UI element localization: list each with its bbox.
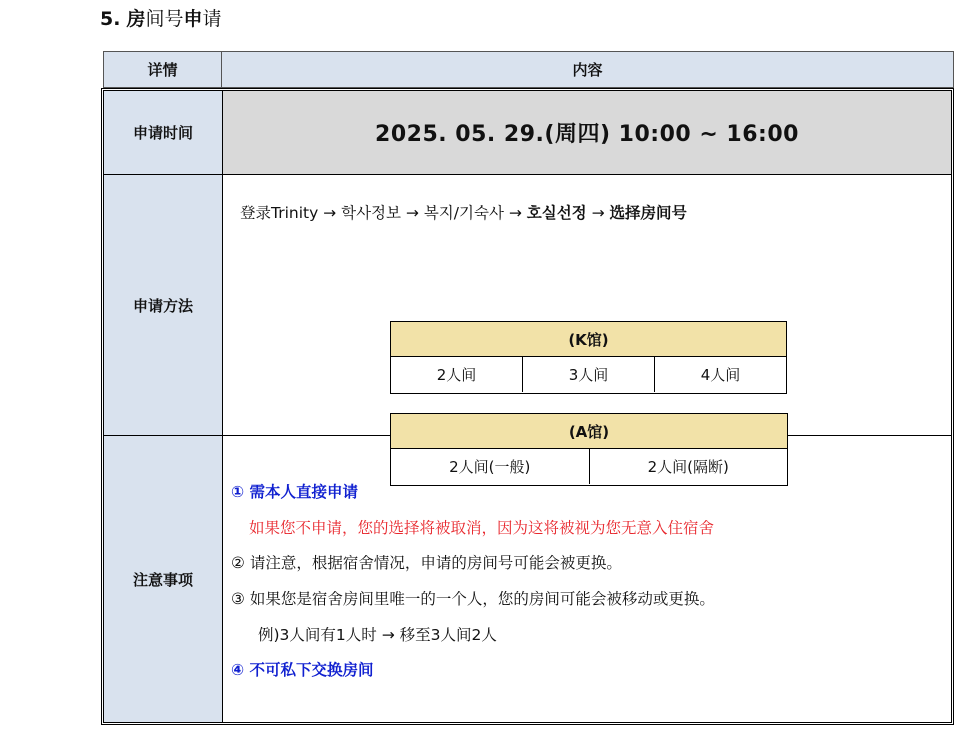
notes-label: 注意事项	[104, 436, 223, 722]
note-1: ① 需本人直接申请	[231, 483, 359, 501]
path-step-choose-room: 选择房间号	[609, 204, 688, 222]
note-2: ② 请注意，根据宿舍情况，申请的房间号可能会被更换。	[231, 554, 622, 572]
notes-content	[223, 436, 951, 722]
method-content	[223, 175, 951, 476]
method-path	[240, 201, 687, 223]
room-type-cell: 2人间(一般)	[391, 449, 590, 484]
k-building-table	[390, 321, 787, 394]
note-3: ③ 如果您是宿舍房间里唯一的一个人，您的房间可能会被移动或更换。	[231, 590, 715, 608]
time-value: 2025. 05. 29.(周四) 10:00 ~ 16:00	[223, 91, 951, 175]
note-1-detail: 如果您不申请，您的选择将被取消，因为这将被视为您无意入住宿舍	[249, 519, 715, 537]
section-number: 5.	[100, 8, 121, 30]
path-plain: 登录Trinity → 학사정보 → 복지/기숙사 →	[240, 204, 522, 222]
header-content: 内容	[221, 51, 954, 88]
room-type-cell: 2人间	[391, 357, 523, 392]
k-building-row	[391, 357, 786, 392]
section-title-part: 间号	[145, 8, 184, 30]
k-building-title: (K馆)	[391, 322, 786, 357]
path-arrow: →	[591, 204, 605, 222]
a-building-title: (A馆)	[391, 414, 787, 449]
path-step-room-select: 호실선정	[526, 204, 587, 222]
header-details: 详情	[103, 51, 222, 88]
note-4: ④ 不可私下交换房间	[231, 661, 374, 679]
room-type-cell: 4人间	[700, 366, 741, 384]
section-title-part: 申	[183, 8, 203, 30]
room-type-cell: 2人间(隔断)	[647, 458, 729, 476]
section-title-part: 请	[202, 8, 222, 30]
room-type-cell: 3人间	[523, 357, 655, 392]
info-table	[101, 88, 954, 725]
time-label: 申请时间	[104, 91, 223, 175]
method-label: 申请方法	[104, 175, 223, 436]
section-title-part: 房	[126, 8, 146, 30]
note-3-example: 例)3人间有1人时 → 移至3人间2人	[258, 626, 497, 644]
section-title	[100, 6, 222, 32]
